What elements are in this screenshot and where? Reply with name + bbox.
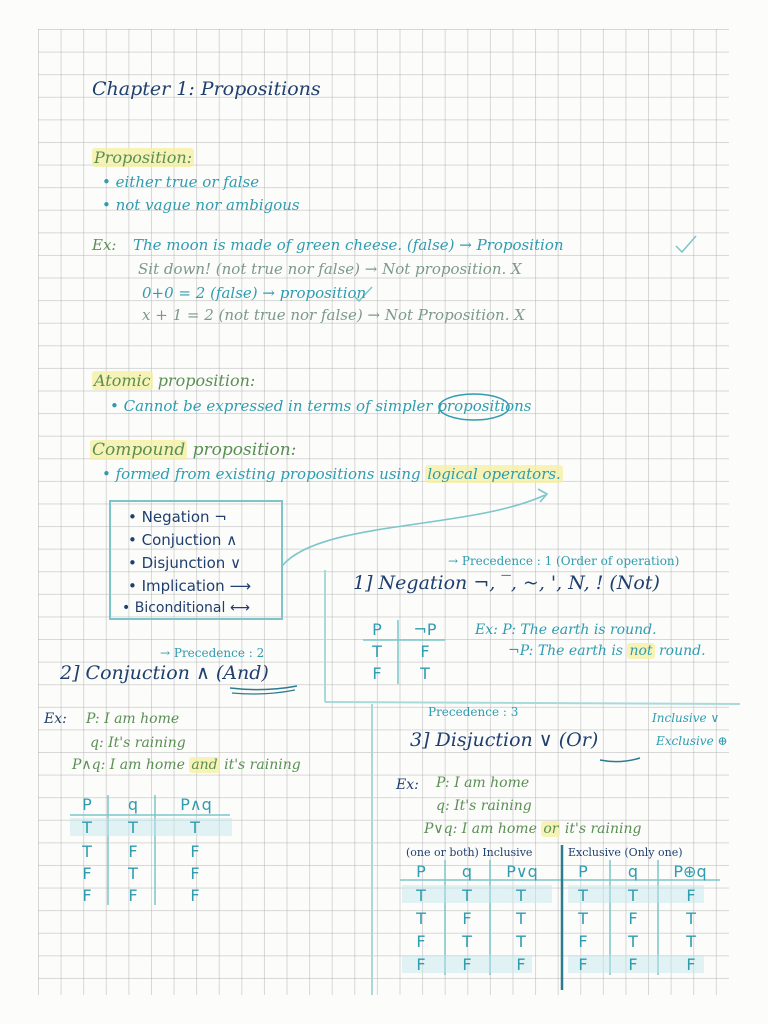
disjunction-cell: T	[578, 909, 588, 928]
disjunction-ex-pq: P∨q: I am home or it's raining	[424, 821, 642, 837]
negation-example-p: Ex: P: The earth is round.	[475, 622, 657, 638]
disjunction-cell: F	[628, 909, 638, 928]
operator-disjunction: • Disjunction ∨	[128, 554, 242, 572]
disjunction-cell: T	[686, 909, 696, 928]
conjunction-ex-p: P: I am home	[86, 711, 180, 727]
negation-example-notp: ¬P: The earth is not round.	[508, 643, 706, 659]
operator-conjunction: • Conjuction ∧	[128, 531, 238, 549]
notes-page: Chapter 1: Propositions Proposition: • either true or false • not vague nor ambigous Ex: The moon is made of green cheese. (false) → Proposition Sit down! (not true nor false) → Not proposition. X 0+0 = 2 (false) → proposition x + 1 = 2 (not true nor false) → Not Proposition. X Atomic proposition: • Cannot be expressed in terms of simpler propositions Compound proposition: • formed from existing propositions using logical operators. • Negation ¬ • Conjuction ∧ • Disjunction ∨ • Implication ⟶ • Biconditional ⟷ → Precedence : 1 (Order of operation) 1] Negation ¬, ‾, ~, ', N, ! (Not) Ex: P: The earth is round. ¬P: The earth is not round. P ¬P T F F T → Precedence : 2 2] Conjuction ∧ (And) Ex: P: I am home q: It's raining P∧q: I am home and it's raining P q P∧q T T T T F F F T F F F F Precedence : 3 3] Disjuction ∨ (Or) Inclusive ∨ Exclusive ⊕ Ex: P: I am home q: It's raining P∨q: I am home or it's raining (one or both) Inclusive Exclusive (Only one) P q P∨q P q P⊕q T T T T T F T F T T F T F T T F T T F F F F F F	[0, 0, 768, 1024]
operator-biconditional: • Biconditional ⟷	[122, 600, 250, 616]
example-1: The moon is made of green cheese. (false) → Proposition	[133, 236, 564, 254]
proposition-heading: Proposition:	[94, 148, 193, 167]
atomic-bullet: • Cannot be expressed in terms of simpler propositions	[110, 397, 532, 415]
disjunction-cell: F	[686, 886, 696, 905]
disjunction-cell: T	[578, 886, 588, 905]
compound-bullet: • formed from existing propositions using logical operators.	[102, 465, 561, 483]
disjunction-cell: T	[462, 932, 472, 951]
disjunction-cell: F	[578, 955, 588, 974]
disjunction-cell: T	[628, 932, 638, 951]
conjunction-precedence: → Precedence : 2	[160, 646, 265, 660]
disjunction-cell: T	[516, 909, 526, 928]
example-2: Sit down! (not true nor false) → Not proposition. X	[138, 260, 522, 278]
disjunction-cell: F	[686, 955, 696, 974]
disjunction-cell: F	[462, 955, 472, 974]
negation-heading: 1] Negation ¬, ‾, ~, ', N, ! (Not)	[353, 572, 660, 594]
operator-negation: • Negation ¬	[128, 508, 227, 526]
disjunction-cell: F	[462, 909, 472, 928]
page-title: Chapter 1: Propositions	[92, 78, 321, 100]
disjunction-cell: T	[416, 909, 426, 928]
disjunction-ex-label: Ex:	[396, 777, 419, 793]
disjunction-heading: 3] Disjuction ∨ (Or)	[410, 729, 599, 751]
disjunction-cell: T	[516, 932, 526, 951]
disjunction-cell: F	[578, 932, 588, 951]
disjunction-cell: F	[628, 955, 638, 974]
exclusive-label: Exclusive ⊕	[656, 734, 728, 748]
disjunction-precedence: Precedence : 3	[428, 705, 519, 719]
example-4: x + 1 = 2 (not true nor false) → Not Proposition. X	[142, 306, 525, 324]
conjunction-ex-label: Ex:	[44, 711, 67, 727]
atomic-heading: Atomic proposition:	[94, 371, 256, 390]
example-3: 0+0 = 2 (false) → proposition	[142, 284, 367, 302]
examples-label: Ex:	[92, 236, 117, 254]
negation-precedence: → Precedence : 1 (Order of operation)	[448, 554, 680, 568]
disjunction-cell: F	[516, 955, 526, 974]
proposition-bullet-2: • not vague nor ambigous	[102, 196, 300, 214]
conjunction-ex-q: q: It's raining	[90, 735, 186, 751]
conjunction-heading: 2] Conjuction ∧ (And)	[60, 662, 269, 684]
disjunction-cell: F	[416, 955, 426, 974]
disjunction-cell: T	[628, 886, 638, 905]
compound-heading: Compound proposition:	[92, 440, 297, 460]
operator-implication: • Implication ⟶	[128, 577, 251, 595]
exclusive-caption: Exclusive (Only one)	[568, 846, 683, 859]
conjunction-ex-pq: P∧q: I am home and it's raining	[72, 757, 301, 773]
inclusive-label: Inclusive ∨	[652, 711, 720, 725]
disjunction-cell: T	[686, 932, 696, 951]
disjunction-ex-q: q: It's raining	[436, 798, 532, 814]
disjunction-cell: T	[516, 886, 526, 905]
disjunction-ex-p: P: I am home	[436, 775, 530, 791]
inclusive-caption: (one or both) Inclusive	[406, 846, 533, 859]
proposition-bullet-1: • either true or false	[102, 173, 260, 191]
disjunction-cell: T	[462, 886, 472, 905]
disjunction-cell: T	[416, 886, 426, 905]
disjunction-cell: F	[416, 932, 426, 951]
